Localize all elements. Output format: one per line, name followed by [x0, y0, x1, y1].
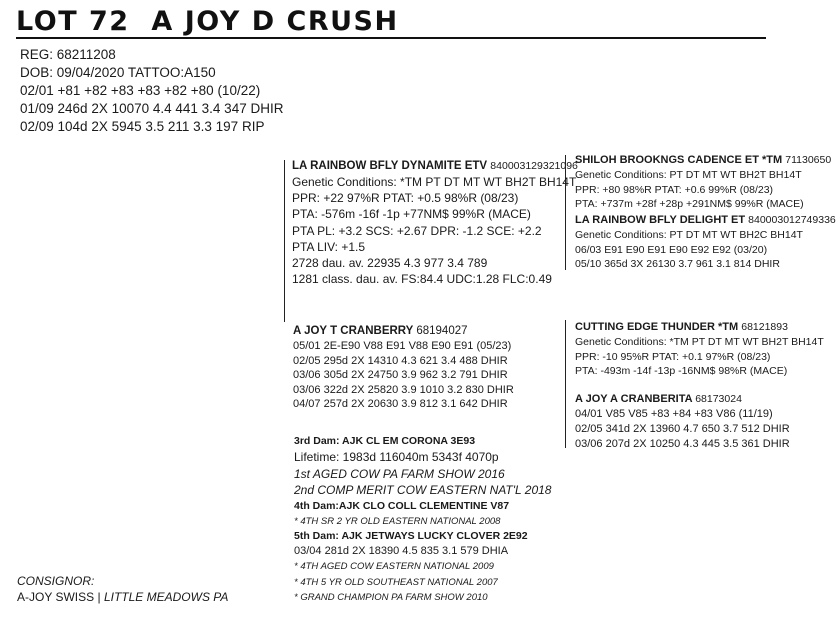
sire-sire-reg: 71130650 [785, 154, 832, 166]
fourth-dam-heading: 4th Dam:AJK CLO COLL CLEMENTINE V87 [294, 499, 510, 512]
consignor-separator: | [97, 590, 101, 604]
fifth-dam-award: * 4TH 5 YR OLD SOUTHEAST NATIONAL 2007 [294, 576, 498, 588]
animal-info-line: 02/01 +81 +82 +83 +83 +82 +80 (10/22) [20, 83, 261, 98]
consignor-name: A-JOY SWISS [17, 590, 95, 604]
fifth-dam-award: * 4TH AGED COW EASTERN NATIONAL 2009 [294, 561, 494, 573]
extended-dams-block [294, 434, 551, 605]
sire-dam-name-text: LA RAINBOW BFLY DELIGHT ET [575, 214, 746, 226]
consignor-location: LITTLE MEADOWS PA [103, 590, 229, 604]
dam-line: 05/01 2E-E90 V88 E91 V88 E90 E91 (05/23) [293, 340, 512, 352]
consignor-block [17, 573, 228, 605]
dam-name [293, 323, 514, 339]
consignor-info [17, 589, 228, 605]
animal-info-line: DOB: 09/04/2020 TATTOO:A150 [20, 65, 216, 80]
fourth-dam-award: * 4TH SR 2 YR OLD EASTERN NATIONAL 2008 [294, 515, 501, 527]
animal-info-line: REG: 68211208 [20, 47, 116, 62]
animal-name: A JOY D CRUSH [151, 6, 399, 37]
sire-line: PTA: -576m -16f -1p +77NM$ 99%R (MACE) [292, 207, 531, 222]
sire-name [292, 158, 578, 174]
fifth-dam-record: 03/04 281d 2X 18390 4.5 835 3.1 579 DHIA [294, 544, 509, 557]
dam-sire-line: PPR: -10 95%R PTAT: +0.1 97%R (08/23) [575, 350, 771, 363]
sire-line: PTA LIV: +1.5 [292, 239, 366, 254]
sire-dam-line: 06/03 E91 E90 E91 E90 E92 E92 (03/20) [575, 243, 768, 256]
animal-info [20, 46, 283, 136]
dam-reg: 68194027 [416, 325, 468, 337]
lot-title [16, 6, 399, 37]
sire-line: 2728 dau. av. 22935 4.3 977 3.4 789 [292, 256, 488, 271]
sire-dam-line: Genetic Conditions: PT DT MT WT BH2C BH14T [575, 229, 803, 241]
sire-line: PPR: +22 97%R PTAT: +0.5 98%R (08/23) [292, 191, 519, 206]
sire-dam-reg: 840003012749336 [748, 214, 836, 226]
dam-dam-reg: 68173024 [695, 393, 742, 405]
sire-line: PTA PL: +3.2 SCS: +2.67 DPR: -1.2 SCE: +2.2 [292, 223, 542, 238]
third-dam-lifetime: Lifetime: 1983d 116040m 5343f 4070p [294, 450, 499, 464]
fifth-dam-award: * GRAND CHAMPION PA FARM SHOW 2010 [294, 591, 488, 603]
dam-dam-block [575, 392, 790, 452]
sire-sire-name [575, 153, 831, 168]
third-dam-award: 2nd COMP MERIT COW EASTERN NAT'L 2018 [294, 483, 552, 497]
dam-sire-block [575, 320, 824, 379]
sire-sire-line: PPR: +80 98%R PTAT: +0.6 99%R (08/23) [575, 183, 774, 196]
dam-line: 03/06 305d 2X 24750 3.9 962 3.2 791 DHIR [293, 369, 508, 382]
sire-sire-line: PTA: +737m +28f +28p +291NM$ 99%R (MACE) [575, 198, 804, 211]
dam-sire-line: PTA: -493m -14f -13p -16NM$ 98%R (MACE) [575, 365, 788, 378]
sire-sire-name-text: SHILOH BROOKNGS CADENCE ET *TM [575, 154, 783, 166]
dam-dam-line: 04/01 V85 V85 +83 +84 +83 V86 (11/19) [575, 408, 773, 420]
dam-dam-name-text: A JOY A CRANBERITA [575, 393, 693, 405]
third-dam-heading: 3rd Dam: AJK CL EM CORONA 3E93 [294, 435, 476, 447]
sire-line: Genetic Conditions: *TM PT DT MT WT BH2T BH14T [292, 175, 577, 189]
sire-block [292, 158, 578, 287]
dam-sire-name [575, 320, 824, 335]
sire-name-text: LA RAINBOW BFLY DYNAMITE ETV [292, 160, 488, 172]
dam-line: 03/06 322d 2X 25820 3.9 1010 3.2 830 DHIR [293, 383, 514, 396]
sire-sire-block [575, 153, 831, 212]
sire-reg: 840003129321096 [490, 160, 578, 172]
third-dam-award: 1st AGED COW PA FARM SHOW 2016 [294, 466, 505, 481]
dam-sire-line: Genetic Conditions: *TM PT DT MT WT BH2T BH14T [575, 336, 824, 348]
dam-line: 04/07 257d 2X 20630 3.9 812 3.1 642 DHIR [293, 398, 508, 411]
fifth-dam-heading: 5th Dam: AJK JETWAYS LUCKY CLOVER 2E92 [294, 529, 528, 542]
dam-block [293, 323, 514, 412]
animal-info-line: 02/09 104d 2X 5945 3.5 211 3.3 197 RIP [20, 119, 265, 134]
pedigree-line-sire [284, 160, 285, 322]
sire-sire-line: Genetic Conditions: PT DT MT WT BH2T BH14T [575, 169, 802, 181]
sire-dam-name [575, 213, 836, 228]
dam-sire-name-text: CUTTING EDGE THUNDER *TM [575, 321, 739, 333]
consignor-label: CONSIGNOR: [17, 574, 95, 588]
dam-line: 02/05 295d 2X 14310 4.3 621 3.4 488 DHIR [293, 354, 508, 367]
sire-line: 1281 class. dau. av. FS:84.4 UDC:1.28 FLC:0.49 [292, 272, 552, 287]
pedigree-line-dam-side [565, 320, 566, 448]
dam-dam-line: 02/05 341d 2X 13960 4.7 650 3.7 512 DHIR [575, 423, 790, 435]
sire-dam-line: 05/10 365d 3X 26130 3.7 961 3.1 814 DHIR [575, 258, 780, 271]
dam-sire-reg: 68121893 [741, 321, 788, 333]
title-divider [16, 37, 766, 39]
animal-info-line: 01/09 246d 2X 10070 4.4 441 3.4 347 DHIR [20, 101, 284, 116]
sire-dam-block [575, 213, 836, 272]
dam-dam-line: 03/06 207d 2X 10250 4.3 445 3.5 361 DHIR [575, 438, 790, 450]
dam-name-text: A JOY T CRANBERRY [293, 325, 414, 337]
dam-dam-name [575, 392, 790, 407]
lot-label: LOT 72 [16, 6, 130, 37]
